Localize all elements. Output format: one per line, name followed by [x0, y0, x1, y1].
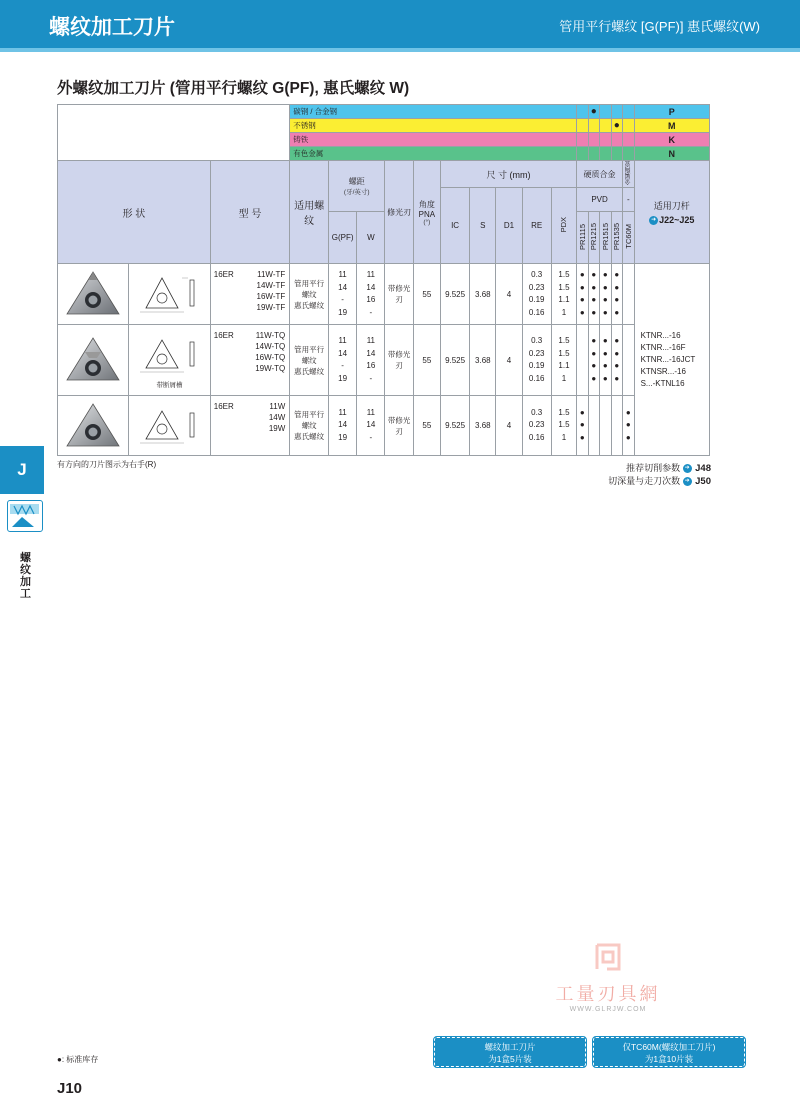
col-w: W: [357, 212, 385, 264]
model-cell: 16ER 11W 14W 19W: [210, 396, 290, 456]
holder-item[interactable]: S...-KTNL16: [640, 378, 685, 388]
ic-value: 9.525: [440, 396, 469, 456]
watermark-logo-icon: [538, 942, 678, 980]
watermark: [538, 942, 678, 1013]
threading-tool-icon: [7, 500, 43, 532]
col-pitch-header: [328, 161, 385, 212]
grade-pr1515: PR1515: [600, 212, 612, 264]
wiper-value: 带修光 刃: [385, 325, 413, 396]
re-values: 0.3 0.23 0.16: [522, 396, 551, 456]
col-shape-header: 形 状: [58, 161, 211, 264]
col-holder-header: [634, 161, 709, 264]
material-mark: [600, 119, 612, 133]
angle-label: 角度: [418, 199, 435, 209]
page-number: J10: [57, 1080, 83, 1097]
holder-item[interactable]: KTNR...-16JCT: [640, 354, 696, 364]
material-label-p: 碳钢 / 合金钢: [290, 105, 577, 119]
re-values: 0.3 0.23 0.19 0.16: [522, 325, 551, 396]
insert-photo: [58, 264, 129, 325]
chapter-tab[interactable]: J: [0, 446, 44, 494]
material-mark: [577, 105, 589, 119]
col-model-header: 型 号: [210, 161, 290, 264]
material-label-m: 不锈钢: [290, 119, 577, 133]
blank-corner: [58, 105, 290, 161]
d1-value: 4: [496, 264, 522, 325]
insert-photo: [58, 396, 129, 456]
holder-item[interactable]: KTNR...-16: [640, 330, 681, 340]
col-size-header: 尺 寸 (mm): [440, 161, 576, 188]
wiper-value: 带修光 刃: [385, 264, 413, 325]
material-mark: [588, 119, 600, 133]
col-thread-header: 适用螺纹: [290, 161, 329, 264]
header-subtitle: 管用平行螺纹 [G(PF)] 惠氏螺纹(W): [559, 19, 760, 34]
material-code-m: M: [634, 119, 709, 133]
insert-photo-icon: [63, 400, 123, 452]
model-code[interactable]: 16W-TQ: [255, 353, 286, 362]
passes-ref[interactable]: 切深量与走刀次数 ➜ J50: [608, 476, 711, 487]
col-cermet-dash: -: [623, 188, 635, 212]
holder-item[interactable]: KTNR...-16F: [640, 342, 686, 352]
d1-value: 4: [496, 396, 522, 456]
insert-drawing: [129, 396, 211, 456]
model-code[interactable]: 19W-TF: [256, 303, 286, 312]
material-code-n: N: [634, 147, 709, 161]
table-row: [58, 396, 710, 456]
table-row: [58, 325, 710, 396]
angle-value: 55: [413, 264, 440, 325]
packaging-note-inserts: 螺纹加工刀片 为1盒5片装: [434, 1037, 586, 1067]
watermark-text: 工量刃具網: [555, 984, 661, 1004]
packaging-note-tc60m: 仅TC60M(螺纹加工刀片) 为1盒10片装: [593, 1037, 745, 1067]
stock-pr1215: [588, 396, 600, 456]
angle-unit: (°): [423, 218, 431, 226]
col-ic: IC: [440, 188, 469, 264]
arrow-icon: ➜: [684, 465, 690, 472]
insert-photo-icon: [63, 268, 123, 320]
material-mark: [623, 119, 635, 133]
material-mark: [577, 119, 589, 133]
holder-label: 适用刀杆: [653, 200, 690, 211]
col-carbide-header: 硬质合金: [577, 161, 623, 188]
model-code[interactable]: 14W-TF: [256, 281, 286, 290]
model-code[interactable]: 16W-TF: [256, 292, 286, 301]
col-s: S: [470, 188, 496, 264]
col-gpf: G(PF): [328, 212, 356, 264]
col-pdx: PDX: [551, 188, 576, 264]
cutting-params-ref[interactable]: 推荐切削参数 ➜ J48: [626, 463, 711, 474]
re-values: 0.3 0.23 0.19 0.16: [522, 264, 551, 325]
material-mark: ●: [611, 119, 623, 133]
arrow-icon: ➜: [651, 217, 657, 224]
d1-value: 4: [496, 325, 522, 396]
angle-value: 55: [413, 396, 440, 456]
table-row: [58, 264, 710, 325]
model-code[interactable]: 19W-TQ: [255, 364, 286, 373]
ic-value: 9.525: [440, 264, 469, 325]
pdx-values: 1.5 1.5 1.1 1: [551, 264, 576, 325]
material-code-p: P: [634, 105, 709, 119]
insert-drawing: [129, 264, 211, 325]
pitch-gpf-values: 11 14 19: [328, 396, 356, 456]
material-code-k: K: [634, 133, 709, 147]
col-re: RE: [522, 188, 551, 264]
insert-photo: [58, 325, 129, 396]
watermark-url: WWW.GLRJW.COM: [569, 1006, 647, 1013]
stock-legend: ●: 标准库存: [57, 1055, 99, 1064]
pitch-w-values: 11 14 -: [357, 396, 385, 456]
stock-pr1535: ● ● ● ●: [611, 325, 623, 396]
applicable-thread: 管用平行 螺纹 惠氏螺纹: [290, 396, 329, 456]
pitch-w-values: 11 14 16 -: [357, 264, 385, 325]
pitch-gpf-values: 11 14 - 19: [328, 325, 356, 396]
hand-direction-note: 有方向的刀片图示为右手(R): [57, 460, 157, 469]
angle-value: 55: [413, 325, 440, 396]
material-mark: ●: [588, 105, 600, 119]
col-wiper-header: 修光刃: [385, 161, 413, 264]
section-title: 外螺纹加工刀片 (管用平行螺纹 G(PF), 惠氏螺纹 W): [57, 80, 410, 97]
stock-tc60m: [623, 325, 635, 396]
grade-pr1115: PR1115: [577, 212, 589, 264]
model-cell: 16ER 11W-TF 14W-TF 16W-TF 19W-TF: [210, 264, 290, 325]
holder-item[interactable]: KTNSR...-16: [640, 366, 686, 376]
stock-pr1115: ● ● ●: [577, 396, 589, 456]
col-angle-header: [413, 161, 440, 264]
wiper-value: 带修光 刃: [385, 396, 413, 456]
chapter-label: 螺纹加工: [20, 552, 31, 600]
pitch-unit: (牙/英寸): [343, 189, 370, 196]
pitch-label: 螺距: [348, 177, 365, 186]
chipbreaker-note: 带断屑槽: [156, 381, 183, 389]
model-code[interactable]: 14W-TQ: [255, 342, 286, 351]
stock-pr1115: [577, 325, 589, 396]
pitch-w-values: 11 14 16 -: [357, 325, 385, 396]
insert-drawing-icon: [132, 332, 206, 382]
pdx-values: 1.5 1.5 1.1 1: [551, 325, 576, 396]
stock-tc60m: [623, 264, 635, 325]
s-value: 3.68: [470, 264, 496, 325]
stock-pr1215: ● ● ● ●: [588, 325, 600, 396]
material-label-k: 铸铁: [290, 133, 577, 147]
model-code[interactable]: 14W: [268, 413, 286, 422]
material-label-n: 有色金属: [290, 147, 577, 161]
insert-drawing-icon: [132, 401, 206, 451]
stock-pr1515: [600, 396, 612, 456]
stock-pr1515: ● ● ● ●: [600, 325, 612, 396]
applicable-thread: 管用平行 螺纹 惠氏螺纹: [290, 264, 329, 325]
applicable-thread: 管用平行 螺纹 惠氏螺纹: [290, 325, 329, 396]
col-pvd-header: PVD: [577, 188, 623, 212]
stock-pr1535: [611, 396, 623, 456]
grade-pr1535: PR1535: [611, 212, 623, 264]
stock-pr1215: ● ● ● ●: [588, 264, 600, 325]
holder-ref[interactable]: ➜ J22~J25: [651, 214, 695, 225]
header-accent-line: [0, 48, 800, 52]
insert-drawing-icon: [132, 268, 206, 320]
s-value: 3.68: [470, 325, 496, 396]
material-mark: [600, 105, 612, 119]
grade-tc60m: TC60M: [623, 212, 635, 264]
model-cell: 16ER 11W-TQ 14W-TQ 16W-TQ 19W-TQ: [210, 325, 290, 396]
model-code[interactable]: 19W: [268, 424, 286, 433]
stock-pr1535: ● ● ● ●: [611, 264, 623, 325]
holder-list: [634, 264, 709, 456]
stock-tc60m: ● ● ●: [623, 396, 635, 456]
arrow-icon: ➜: [684, 478, 690, 485]
pitch-gpf-values: 11 14 - 19: [328, 264, 356, 325]
grade-pr1215: PR1215: [588, 212, 600, 264]
model-code[interactable]: 11W-TQ: [255, 331, 286, 340]
pdx-values: 1.5 1.5 1: [551, 396, 576, 456]
model-code[interactable]: 11W: [269, 402, 286, 411]
page-title: 螺纹加工刀片: [49, 16, 175, 39]
insert-photo-icon: [63, 334, 123, 386]
angle-code: PNA: [418, 209, 436, 219]
s-value: 3.68: [470, 396, 496, 456]
insert-drawing: [129, 325, 211, 396]
material-mark: [611, 105, 623, 119]
model-code[interactable]: 11W-TF: [257, 270, 286, 279]
ic-value: 9.525: [440, 325, 469, 396]
stock-pr1515: ● ● ● ●: [600, 264, 612, 325]
col-cermet-header: 金属陶瓷: [623, 161, 635, 188]
stock-pr1115: ● ● ● ●: [577, 264, 589, 325]
insert-spec-table: [57, 104, 710, 456]
material-mark: [623, 105, 635, 119]
col-d1: D1: [496, 188, 522, 264]
